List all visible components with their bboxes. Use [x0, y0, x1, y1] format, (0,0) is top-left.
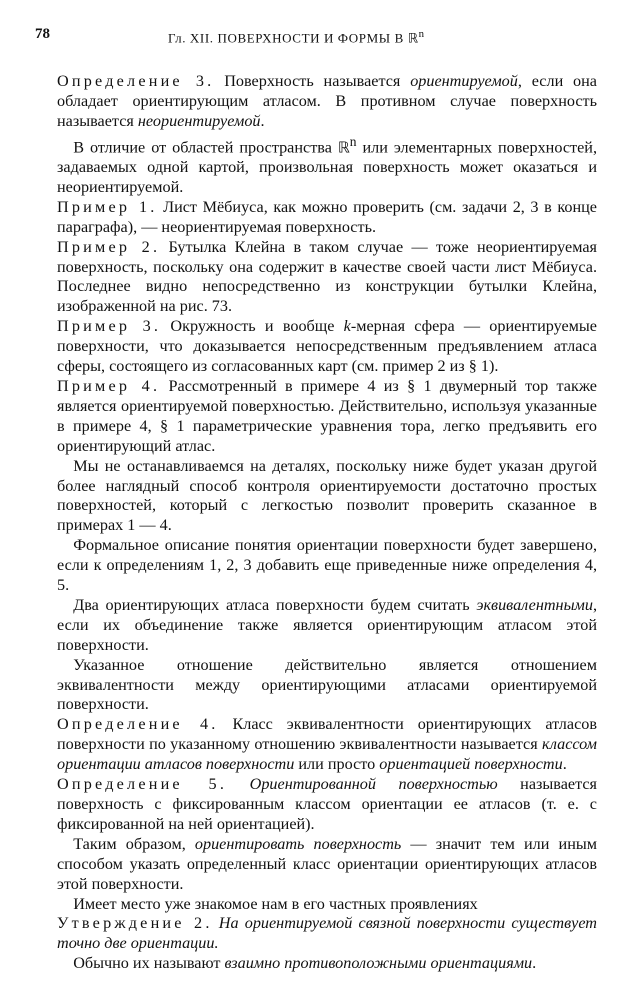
example-2 [57, 238, 597, 318]
definition-5-keyword: Определение 5. [57, 775, 228, 794]
statement-2 [57, 914, 597, 954]
example-1-text: Лист Мёбиуса, как можно проверить (см. задачи 2, 3 в конце параграфа), — неориентируемая поверхность. [57, 197, 597, 236]
definition-4-keyword: Определение 4. [57, 715, 219, 734]
example-3-text: Окружность и вообще [161, 317, 344, 336]
term-nonorientable: неориентируемой [137, 111, 261, 130]
paragraph-thus [57, 835, 597, 895]
example-1 [57, 198, 597, 238]
definition-5-text: называется поверхность с фиксированным классом ориентации ее атласов (т. е. с фиксированной на ней ориентацией). [57, 775, 597, 833]
paragraph-relation-text: Указанное отношение действительно является отношением эквивалентности между ориентирующими атласами ориентируемой поверхности. [57, 655, 597, 714]
example-3-keyword: Пример 3. [57, 317, 162, 336]
definition-3 [57, 72, 597, 132]
chapter-title: Гл. XII. ПОВЕРХНОСТИ И ФОРМЫ В [168, 30, 404, 46]
definition-3-text-2: , если она обладает ориентирующим атласом. В противном случае поверхность называется [57, 72, 597, 130]
term-oriented-surface: Ориентированной поверхностью [249, 775, 498, 794]
page-body [57, 68, 597, 974]
running-head [168, 28, 425, 46]
paragraph-formal [57, 536, 597, 596]
paragraph-relation [57, 656, 597, 716]
statement-2-text: На ориентируемой связной поверхности существует точно две ориентации. [57, 914, 597, 953]
term-orientation: ориентацией поверхности [379, 755, 563, 774]
definition-3-keyword: Определение 3. [57, 72, 215, 90]
paragraph-details [57, 457, 597, 537]
paragraph-opposite-text: Обычно их называют [73, 954, 225, 973]
paragraph-equivalent [57, 596, 597, 656]
paragraph-opposite [57, 954, 597, 974]
rn-symbol: ℝ [337, 138, 350, 157]
definition-4-end: . [562, 755, 567, 774]
example-4 [57, 377, 597, 457]
example-2-text: Бутылка Клейна в таком случае — тоже неориентируемая поверхность, поскольку она содержит в качестве своей части лист Мёбиуса. Последнее видно непосредственно из конструкции бутылки Клейна, изображенной на рис. 73. [57, 237, 597, 316]
paragraph-thus-text: Таким образом, [73, 834, 195, 853]
paragraph-domains [57, 132, 597, 198]
paragraph-familiar-text: Имеет место уже знакомое нам в его частных проявлениях [73, 894, 478, 913]
example-4-keyword: Пример 4. [57, 376, 161, 395]
example-2-keyword: Пример 2. [57, 237, 161, 256]
definition-4-text-2: или просто [294, 755, 380, 774]
example-4-text: Рассмотренный в примере 4 из § 1 двумерный тор также является ориентируемой поверхностью. Действительно, используя указанные в примере 4, § 1 параметрические уравнения тора, легко предъявить его ориентирующий атлас. [57, 376, 597, 455]
example-3-text-2: -мерная сфера — ориентируемые поверхности, что доказывается непосредственным предъявлением атласа сферы, состоящего из согласованных карт (см. пример 2 из § 1). [57, 317, 597, 376]
definition-3-text: Поверхность называется [214, 72, 411, 90]
term-equivalent: эквивалентными [476, 595, 593, 614]
term-opposite-orientations: взаимно противоположными ориентациями [224, 954, 533, 973]
paragraph-thus-text-2: — значит тем или иным способом указать определенный класс ориентации ориентирующих атласов этой поверхности. [57, 834, 597, 893]
paragraph-domains-text-2: или элементарных поверхностей, задаваемых одной картой, произвольная поверхность может оказаться и неориентируемой. [57, 138, 597, 196]
k-variable: k [343, 317, 351, 336]
rn-exponent: n [349, 133, 357, 149]
paragraph-familiar [57, 895, 597, 915]
page-number: 78 [35, 26, 50, 42]
statement-2-keyword: Утверждение 2. [57, 914, 213, 933]
space-exponent: n [418, 28, 425, 40]
definition-4-text: Класс эквивалентности ориентирующих атласов поверхности по указанному отношению эквивалентности называется [57, 715, 597, 754]
paragraph-formal-text: Формальное описание понятия ориентации поверхности будет завершено, если к определениям 1, 2, 3 добавить еще приведенные ниже определения 4, 5. [57, 536, 597, 595]
example-3 [57, 317, 597, 377]
paragraph-equivalent-text-2: , если их объединение также является ориентирующим атласом этой поверхности. [57, 595, 597, 654]
term-orientation-class: классом ориентации атласов поверхности [57, 735, 597, 774]
paragraph-opposite-end: . [532, 954, 537, 973]
paragraph-domains-text: В отличие от областей пространства [73, 138, 338, 157]
definition-5-space [227, 775, 250, 793]
term-orient-surface: ориентировать поверхность [194, 834, 402, 853]
definition-3-end: . [260, 111, 265, 130]
page-header [0, 26, 628, 50]
definition-5 [57, 775, 597, 835]
example-1-keyword: Пример 1. [57, 197, 158, 216]
paragraph-details-text: Мы не останавливаемся на деталях, поскольку ниже будет указан другой более наглядный способ контроля ориентируемости достаточно простых поверхностей, который с легкостью позволит проверить сказанное в примерах 1 — 4. [57, 456, 597, 535]
space-symbol: ℝ [407, 31, 419, 47]
definition-4 [57, 715, 597, 775]
term-orientable: ориентируемой [410, 72, 518, 90]
paragraph-equivalent-text: Два ориентирующих атласа поверхности будем считать [73, 595, 477, 614]
